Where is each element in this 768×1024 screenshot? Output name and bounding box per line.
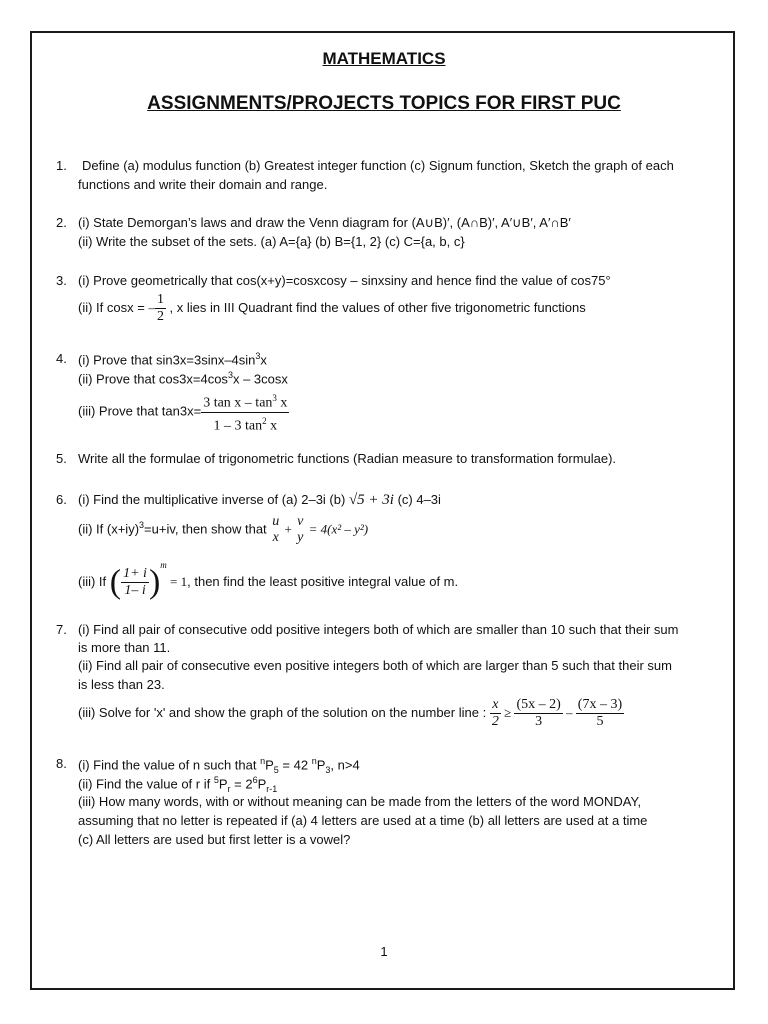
numerator: u <box>272 514 280 529</box>
question-text: (i) State Demorgan’s laws and draw the Venn diagram for (A∪B)′, (A∩B)′, A′∪B′, A′∩B′ <box>78 215 571 230</box>
denominator: 2 <box>491 714 499 729</box>
fraction <box>121 566 149 599</box>
question-text: functions and write their domain and range. <box>78 177 328 192</box>
numerator: 1 <box>156 292 164 307</box>
superscript: 6 <box>252 775 258 785</box>
superscript: 2 <box>262 415 267 426</box>
text-fragment: (iii) Prove that tan3x= <box>78 403 202 419</box>
superscript: n <box>311 756 317 766</box>
sqrt-expression: √5 + 3i <box>348 492 394 508</box>
denominator: x <box>272 530 279 545</box>
superscript: 3 <box>255 351 261 361</box>
question-text: (i) Prove geometrically that cos(x+y)=cosxcosy – sinxsiny and hence find the value of cos75° <box>78 273 611 288</box>
text-fragment: (ii) If cosx = <box>78 299 149 315</box>
text-fragment: , x lies in III Quadrant find the values of other five trigonometric functions <box>165 299 586 315</box>
question-text <box>78 697 624 730</box>
text-fragment: 1 – 3 tan <box>213 418 263 434</box>
question-number: 8. <box>56 756 67 771</box>
superscript: m <box>160 560 167 570</box>
subscript: 5 <box>273 764 279 775</box>
superscript: 3 <box>227 370 233 380</box>
text-fragment: P <box>265 757 274 773</box>
rhs-expression: = 4(x² – y²) <box>305 521 369 537</box>
question-text <box>78 351 267 367</box>
question-number: 7. <box>56 622 67 637</box>
text-fragment: (ii) Find the value of r if <box>78 776 214 792</box>
question-text <box>78 756 360 775</box>
denominator: 5 <box>576 713 624 730</box>
text-fragment: P <box>316 757 326 773</box>
denominator <box>201 412 289 435</box>
denominator: y <box>297 530 304 545</box>
subscript: 3 <box>325 764 331 775</box>
question-text <box>78 514 368 546</box>
fraction <box>514 697 562 730</box>
subscript: r <box>227 783 231 794</box>
numerator: 1+ i <box>123 566 147 582</box>
minus-sign: – <box>562 704 576 720</box>
left-paren: ( <box>109 563 122 601</box>
question-text: is more than 11. <box>78 640 171 655</box>
numerator: (5x – 2) <box>516 697 561 712</box>
text-fragment: , n>4 <box>330 757 360 773</box>
text-fragment: x <box>260 352 267 368</box>
numerator: (7x – 3) <box>577 697 623 712</box>
text-fragment: , then find the least positive integral value of m. <box>187 574 459 589</box>
question-text: (ii) Write the subset of the sets. (a) A={a} (b) B={1, 2} (c) C={a, b, c} <box>78 234 465 249</box>
text-fragment: (i) Find the multiplicative inverse of (a) 2–3i (b) <box>78 492 349 507</box>
subscript: r-1 <box>266 783 278 794</box>
text-fragment: =u+iv, then show that <box>144 521 271 537</box>
text-fragment: (i) Find the value of n such that <box>78 757 261 773</box>
fraction <box>576 697 624 730</box>
fraction <box>270 514 281 546</box>
text-fragment: x – 3cosx <box>232 371 288 387</box>
question-text <box>78 492 441 509</box>
numerator: x <box>492 697 499 712</box>
ge-sign: ≥ <box>500 704 515 720</box>
text-fragment: (c) 4–3i <box>393 492 441 507</box>
subject-heading: MATHEMATICS <box>322 49 446 68</box>
fraction <box>155 292 166 325</box>
question-text <box>78 560 458 599</box>
right-paren: ) <box>148 563 161 601</box>
plus-sign: + <box>281 521 296 537</box>
superscript: n <box>260 756 266 766</box>
question-text: is less than 23. <box>78 677 165 692</box>
numerator: v <box>297 514 304 529</box>
text-fragment: P <box>257 776 267 792</box>
text-fragment: = 42 <box>278 757 312 773</box>
question-number: 3. <box>56 273 67 288</box>
question-text <box>78 775 277 794</box>
question-text <box>78 370 288 386</box>
text-fragment: = 2 <box>230 776 253 792</box>
text-fragment: 3 tan x – tan <box>203 395 273 411</box>
text-fragment: (ii) Prove that cos3x=4cos <box>78 371 228 387</box>
text-fragment: (iii) If <box>78 574 110 589</box>
question-text: (ii) Find all pair of consecutive even positive integers both of which are larger than 5 such that their sum <box>78 658 672 673</box>
page-number: 1 <box>380 944 388 959</box>
minus-sign: – <box>148 299 155 315</box>
question-text: (i) Find all pair of consecutive odd positive integers both of which are smaller than 10 such that their sum <box>78 622 679 637</box>
numerator <box>201 390 289 412</box>
superscript: 3 <box>272 393 277 403</box>
equals-expression: = 1 <box>166 574 188 589</box>
text-fragment: (ii) If (x+iy) <box>78 521 140 537</box>
question-number: 6. <box>56 492 67 507</box>
question-number: 4. <box>56 351 67 366</box>
fraction <box>295 514 305 546</box>
question-text: Define (a) modulus function (b) Greatest integer function (c) Signum function, Sketch the graph of each <box>82 158 674 173</box>
denominator: 3 <box>514 713 562 730</box>
question-number: 1. <box>56 158 67 173</box>
denominator: 2 <box>156 309 164 324</box>
question-text: Write all the formulae of trigonometric functions (Radian measure to transformation formulae). <box>78 451 617 466</box>
question-text <box>78 390 289 434</box>
question-text: (c) All letters are used but first letter is a vowel? <box>78 832 351 847</box>
fraction <box>201 390 289 434</box>
question-text <box>78 292 586 325</box>
page-title: ASSIGNMENTS/PROJECTS TOPICS FOR FIRST PUC <box>147 93 621 114</box>
question-text: assuming that no letter is repeated if (a) 4 letters are used at a time (b) all letters are used at a time <box>78 813 648 828</box>
text-fragment: x <box>266 418 278 434</box>
text-fragment: x <box>276 395 288 411</box>
text-fragment: P <box>218 776 228 792</box>
question-number: 2. <box>56 215 67 230</box>
superscript: 3 <box>139 520 145 531</box>
question-text: (iii) How many words, with or without meaning can be made from the letters of the word MONDAY, <box>78 794 642 809</box>
question-number: 5. <box>56 451 67 466</box>
text-fragment: (i) Prove that sin3x=3sinx–4sin <box>78 352 256 368</box>
denominator: 1– i <box>121 582 149 599</box>
superscript: 5 <box>213 775 219 785</box>
fraction <box>490 697 501 730</box>
text-fragment: (iii) Solve for 'x' and show the graph of the solution on the number line : <box>78 704 490 720</box>
